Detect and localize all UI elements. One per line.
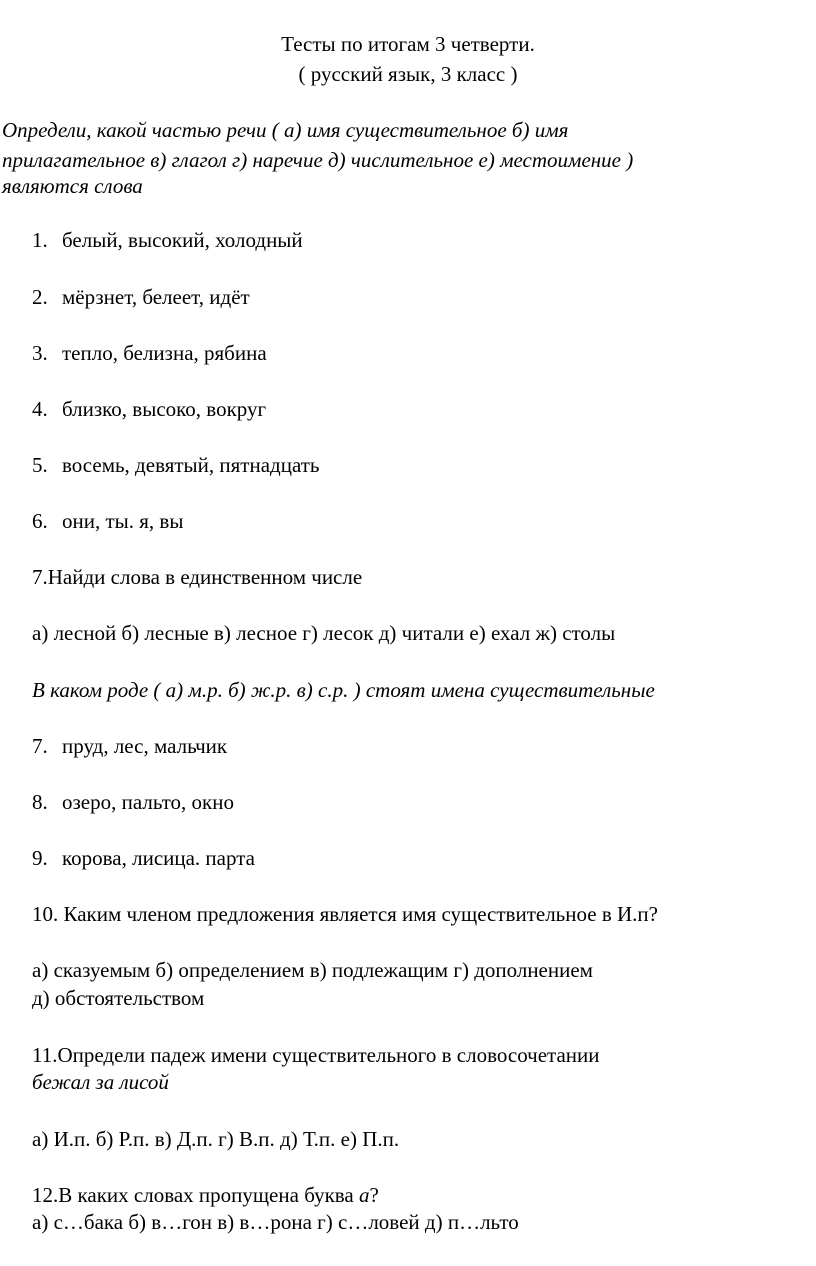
item-number: 4. bbox=[32, 397, 48, 421]
question-7: 7.Найди слова в единственном числе bbox=[32, 565, 363, 589]
item-number: 7. bbox=[32, 734, 48, 758]
item-number: 2. bbox=[32, 285, 48, 309]
instruction-line-1: Определи, какой частью речи ( а) имя существительное б) имя bbox=[2, 118, 569, 142]
item-text: восемь, девятый, пятнадцать bbox=[62, 453, 320, 477]
question-12-prefix: 12.В каких словах пропущена буква bbox=[32, 1183, 359, 1207]
instruction-line-2: прилагательное в) глагол г) наречие д) числительное е) местоимение ) bbox=[2, 148, 634, 172]
item-number: 8. bbox=[32, 790, 48, 814]
list-item bbox=[32, 788, 234, 816]
item-number: 9. bbox=[32, 846, 48, 870]
item-text: пруд, лес, мальчик bbox=[62, 734, 228, 758]
list-item bbox=[32, 732, 227, 760]
item-text: белый, высокий, холодный bbox=[62, 228, 303, 252]
question-12-letter: а bbox=[359, 1183, 370, 1207]
list-item bbox=[32, 283, 250, 311]
page-subtitle: ( русский язык, 3 класс ) bbox=[298, 62, 518, 86]
list-item bbox=[32, 339, 267, 367]
item-text: корова, лисица. парта bbox=[62, 846, 255, 870]
item-text: тепло, белизна, рябина bbox=[62, 341, 267, 365]
page-title: Тесты по итогам 3 четверти. bbox=[281, 32, 535, 56]
question-10: 10. Каким членом предложения является имя существительное в И.п? bbox=[32, 902, 658, 926]
question-12-options: а) с…бака б) в…гон в) в…рона г) с…ловей д) п…льто bbox=[32, 1210, 519, 1234]
item-number: 5. bbox=[32, 453, 48, 477]
gender-instruction: В каком роде ( а) м.р. б) ж.р. в) с.р. ) стоят имена существительные bbox=[32, 678, 655, 702]
list-item bbox=[32, 844, 255, 872]
item-number: 6. bbox=[32, 509, 48, 533]
question-11-phrase: бежал за лисой bbox=[32, 1070, 169, 1094]
item-text: они, ты. я, вы bbox=[62, 509, 184, 533]
question-10-options-line-2: д) обстоятельством bbox=[32, 986, 205, 1010]
question-10-options-line-1: а) сказуемым б) определением в) подлежащим г) дополнением bbox=[32, 958, 593, 982]
item-number: 1. bbox=[32, 228, 48, 252]
instruction-line-3: являются слова bbox=[2, 174, 143, 198]
question-12-suffix: ? bbox=[369, 1183, 379, 1207]
list-item bbox=[32, 226, 303, 254]
list-item bbox=[32, 507, 183, 535]
question-12 bbox=[32, 1181, 379, 1209]
item-text: близко, высоко, вокруг bbox=[62, 397, 267, 421]
question-11-options: а) И.п. б) Р.п. в) Д.п. г) В.п. д) Т.п. е) П.п. bbox=[32, 1127, 400, 1151]
question-11: 11.Определи падеж имени существительного в словосочетании bbox=[32, 1043, 600, 1067]
item-text: мёрзнет, белеет, идёт bbox=[62, 285, 250, 309]
list-item bbox=[32, 395, 266, 423]
item-number: 3. bbox=[32, 341, 48, 365]
list-item bbox=[32, 451, 319, 479]
item-text: озеро, пальто, окно bbox=[62, 790, 234, 814]
question-7-options: а) лесной б) лесные в) лесное г) лесок д) читали е) ехал ж) столы bbox=[32, 621, 616, 645]
